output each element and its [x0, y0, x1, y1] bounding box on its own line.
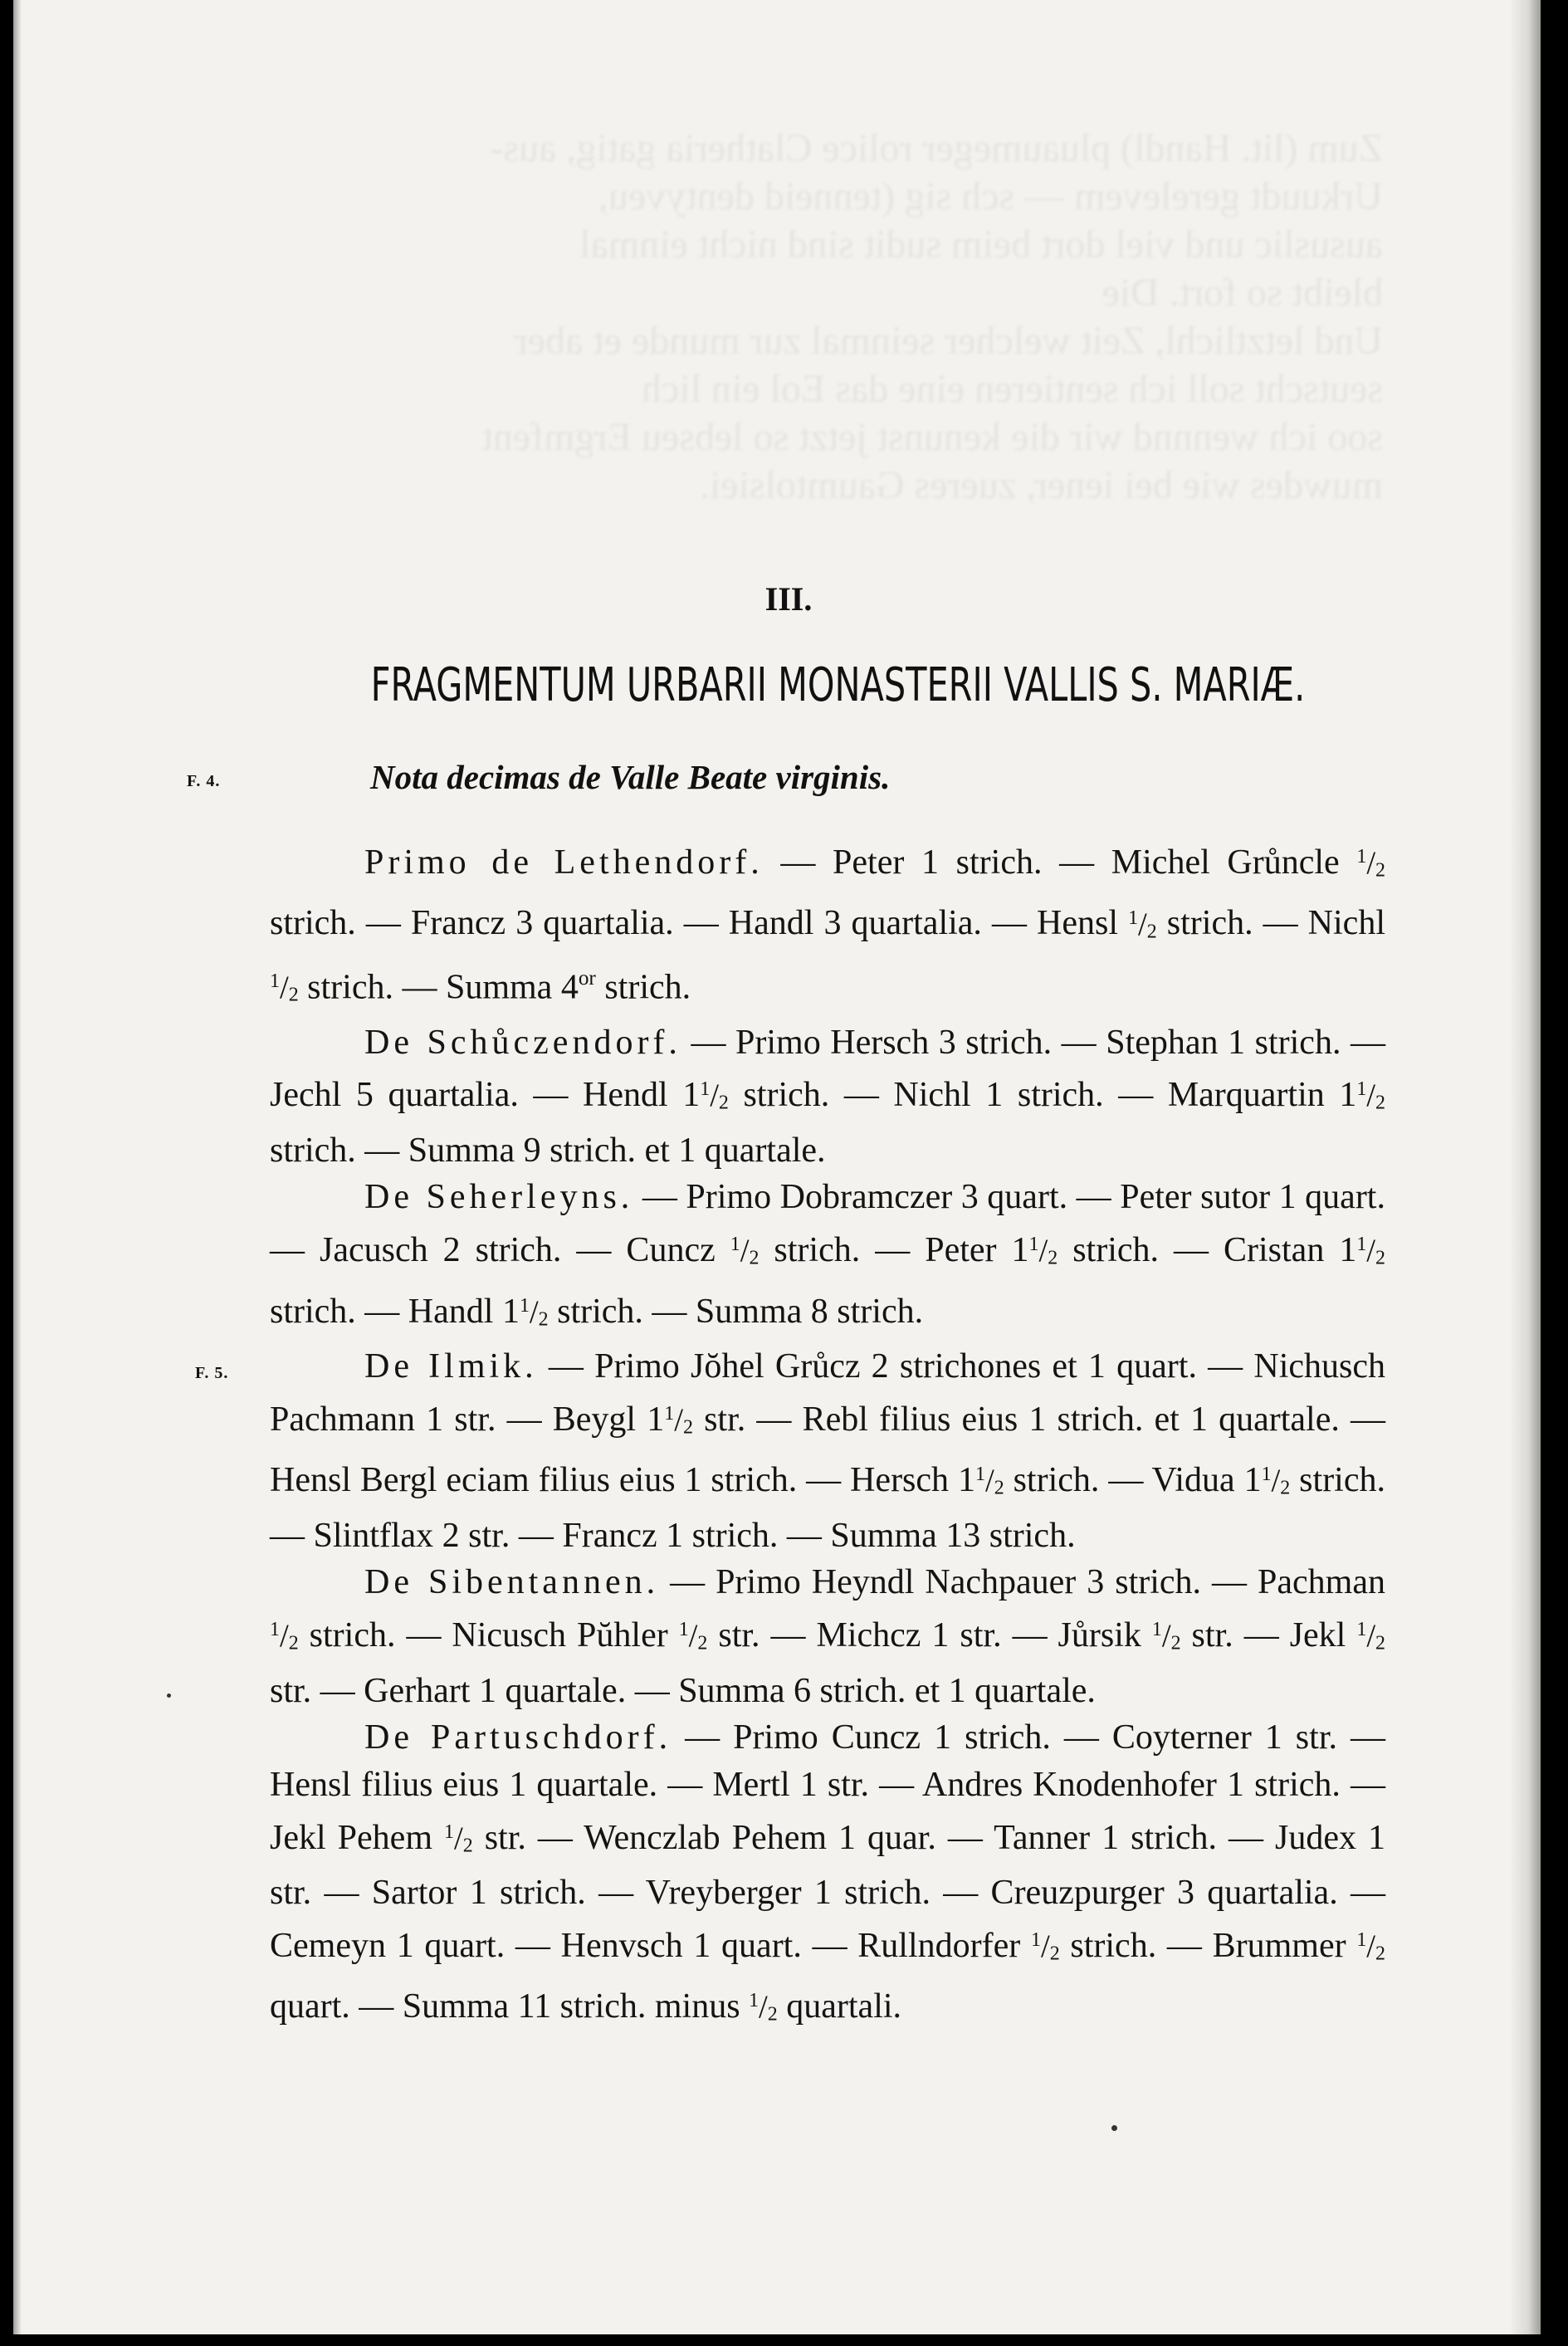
bleed-through-line: seutscht soll ich sentieren eine das Eol ein lich — [641, 367, 1383, 411]
fraction-half: $^1/_2$ — [730, 1234, 760, 1269]
fraction-denominator: 2 — [1048, 1247, 1058, 1269]
fraction-denominator: 2 — [1375, 859, 1386, 882]
entry-text: strich. — Summa 4 — [298, 968, 579, 1007]
place-name: De Schůczendorf. — [364, 1023, 681, 1062]
fraction-denominator: 2 — [682, 1416, 693, 1439]
bleed-through-line: Und letztlichl, Zeit welcher seinmal zur munde et aber — [514, 319, 1383, 363]
place-name: Primo de Lethendorf. — [364, 843, 764, 882]
fraction-denominator: 2 — [288, 1632, 299, 1654]
entry-text: quart. — Summa 11 strich. minus — [270, 1987, 750, 2026]
entry-ilmik — [270, 1343, 1385, 1559]
fraction-half: $^1/_2$ — [700, 1078, 729, 1115]
ink-speck — [1111, 2125, 1117, 2131]
entry-lethendorf — [270, 833, 1385, 1019]
place-name: De Sibentannen. — [364, 1563, 660, 1602]
bleed-through-line: aususlic und viel dort beim sudit sind nicht einmal — [579, 222, 1383, 266]
fraction-half: $^1/_2$ — [1356, 1234, 1385, 1269]
fraction-half: $^1/_2$ — [749, 1990, 778, 2026]
fraction-denominator: 2 — [1049, 1943, 1060, 1965]
entry-text: — Primo Hersch 3 strich. — Stephan 1 strich. — Jechl 5 quartalia. — Hendl 1 — [270, 1023, 1385, 1115]
fraction-half: $^1/_2$ — [519, 1294, 549, 1331]
fraction-numerator: 1 — [1030, 1928, 1041, 1951]
fraction-denominator: 2 — [1375, 1943, 1385, 1965]
fraction-numerator: 1 — [1356, 1078, 1367, 1101]
fraction-half: $^1/_2$ — [678, 1619, 708, 1654]
left-edge-shadow — [13, 0, 22, 2334]
entry-text: str. — Jekl — [1180, 1616, 1357, 1655]
entry-text: strich. — Francz 3 quartalia. — Handl 3 quartalia. — Hensl — [270, 904, 1129, 943]
fraction-half: $^1/_2$ — [1356, 846, 1386, 882]
entry-schuczendorf — [270, 1019, 1385, 1175]
ink-speck — [167, 1694, 171, 1698]
fraction-numerator: 1 — [519, 1294, 530, 1317]
fraction-numerator: 1 — [700, 1078, 711, 1101]
fraction-denominator: 2 — [1375, 1092, 1385, 1115]
entry-text: strich. — Brummer — [1059, 1926, 1357, 1965]
fraction-denominator: 2 — [767, 2003, 778, 2026]
fraction-half: $^1/_2$ — [1128, 907, 1157, 943]
fraction-denominator: 2 — [718, 1092, 729, 1115]
entry-text: str. — Michcz 1 str. — Jůrsik — [707, 1616, 1152, 1655]
urbarium-text — [270, 833, 1385, 2039]
entry-text: quartali. — [777, 1987, 902, 2026]
entry-text: str. — Wenczlab Pehem 1 quar. — Tanner 1 strich. — Judex 1 str. — Sartor 1 strich. — Vreyberger 1 strich. — Creuzpurger 3 quartalia. — Cemeyn 1 quart. — Henvsch 1 quart. — Rullndorfer — [270, 1818, 1386, 1965]
ordinal-suffix: or — [578, 966, 596, 990]
margin-note-f5: F. 5. — [195, 1364, 229, 1382]
fraction-numerator: 1 — [1261, 1464, 1272, 1486]
entry-text: strich. — Summa 9 strich. et 1 quartale. — [270, 1131, 826, 1170]
entry-text: strich. — Handl 1 — [270, 1292, 520, 1331]
entry-text: str. — Gerhart 1 quartale. — Summa 6 strich. et 1 quartale. — [270, 1671, 1096, 1710]
fraction-numerator: 1 — [1356, 1928, 1367, 1951]
fraction-half: $^1/_2$ — [1028, 1234, 1058, 1269]
entry-seherleyns — [270, 1174, 1385, 1343]
fraction-numerator: 1 — [749, 1990, 760, 2012]
fraction-half: $^1/_2$ — [1356, 1078, 1385, 1115]
fraction-half: $^1/_2$ — [1151, 1619, 1181, 1654]
entry-text: — Primo Heyndl Nachpauer 3 strich. — Pachman — [659, 1563, 1385, 1602]
fraction-half: $^1/_2$ — [270, 1619, 299, 1654]
document-title: FRAGMENTUM URBARII MONASTERII VALLIS S. MARIÆ. — [370, 658, 1306, 712]
fraction-half: $^1/_2$ — [1030, 1928, 1060, 1965]
fraction-numerator: 1 — [975, 1464, 985, 1486]
fraction-denominator: 2 — [1375, 1632, 1386, 1654]
fraction-denominator: 2 — [538, 1308, 549, 1331]
section-heading: Nota decimas de Valle Beate virginis. — [370, 758, 891, 796]
entry-text: strich. — Peter 1 — [759, 1231, 1029, 1270]
bleed-through-line: soo ich wennnd wir die kenunst jetzt so lebseu Ergmfent — [481, 415, 1383, 459]
fraction-denominator: 2 — [1170, 1632, 1181, 1654]
entry-text: strich. — [595, 968, 691, 1007]
entry-text: — Peter 1 strich. — Michel Grůncle — [763, 843, 1357, 882]
fraction-numerator: 1 — [664, 1402, 675, 1425]
entry-text: strich. — Summa 8 strich. — [548, 1292, 924, 1331]
fraction-half: $^1/_2$ — [1261, 1464, 1291, 1499]
fraction-numerator: 1 — [1128, 907, 1139, 929]
fraction-numerator: 1 — [678, 1619, 689, 1641]
fraction-denominator: 2 — [1146, 921, 1157, 943]
section-number: III. — [764, 580, 813, 618]
margin-note-f4: F. 4. — [187, 772, 221, 790]
fraction-half: $^1/_2$ — [975, 1464, 1004, 1499]
fraction-numerator: 1 — [1151, 1619, 1162, 1641]
place-name: De Partuschdorf. — [364, 1718, 672, 1757]
fraction-denominator: 2 — [1280, 1477, 1291, 1499]
place-name: De Ilmik. — [364, 1347, 538, 1386]
fraction-numerator: 1 — [444, 1821, 454, 1843]
entry-text: — Primo Cuncz 1 strich. — Coyterner 1 str. — Hensl filius eius 1 quartale. — Mertl 1 str. — Andres Knodenhofer 1 strich. — Jekl Pehem — [270, 1718, 1385, 1857]
fraction-half: $^1/_2$ — [1356, 1928, 1385, 1965]
fraction-denominator: 2 — [749, 1247, 760, 1269]
bleed-through-line: Urkuudt gerelevem — sch sig (tenneid dentyveu, — [598, 174, 1383, 218]
entry-text: strich. — Cristan 1 — [1058, 1231, 1357, 1270]
entry-text: strich. — Slintflax 2 str. — Francz 1 strich. — Summa 13 strich. — [270, 1461, 1385, 1555]
fraction-numerator: 1 — [1356, 1234, 1367, 1256]
place-name: De Seherleyns. — [364, 1178, 634, 1217]
fraction-denominator: 2 — [994, 1477, 1004, 1499]
fraction-half: $^1/_2$ — [1356, 1619, 1386, 1654]
fraction-numerator: 1 — [270, 970, 280, 993]
fraction-denominator: 2 — [697, 1632, 708, 1654]
fraction-half: $^1/_2$ — [444, 1821, 473, 1857]
fraction-numerator: 1 — [730, 1234, 740, 1256]
fraction-numerator: 1 — [1028, 1234, 1039, 1256]
document-title-row — [224, 656, 1355, 716]
bleed-through-text — [262, 125, 1383, 510]
entry-text: — Primo Jŏhel Grůcz 2 strichones et 1 quart. — Nichusch Pachmann 1 str. — Beygl 1 — [270, 1347, 1385, 1439]
fraction-denominator: 2 — [462, 1835, 473, 1857]
entry-partuschdorf — [270, 1714, 1385, 2038]
paper-sheet — [13, 0, 1541, 2334]
fraction-denominator: 2 — [1375, 1247, 1385, 1269]
entry-text: strich. — Nichl — [1156, 904, 1385, 943]
fraction-numerator: 1 — [270, 1619, 280, 1641]
entry-text: strich. — Nichl 1 strich. — Marquartin 1 — [728, 1076, 1357, 1115]
fraction-numerator: 1 — [1356, 1619, 1367, 1641]
entry-text: strich. — Vidua 1 — [1004, 1461, 1262, 1500]
fraction-half: $^1/_2$ — [664, 1402, 693, 1439]
entry-text: str. — Rebl filius eius 1 strich. et 1 quartale. — Hensl Bergl eciam filius eius 1 strich. — Hersch 1 — [270, 1400, 1385, 1500]
bleed-through-line: bleibt so fort. Die — [1102, 271, 1383, 315]
bleed-through-line: Zum (lit. Handl) pluaumeger rolice Clatheria gatig, aus- — [490, 126, 1383, 170]
section-number-row — [13, 579, 1541, 618]
bleed-through-line: muwdes wie bei iener, zueres Gaumtolsiei. — [699, 463, 1383, 507]
fraction-numerator: 1 — [1356, 846, 1367, 868]
entry-text: strich. — Nicusch Pŭhler — [298, 1616, 679, 1655]
entry-sibentannen — [270, 1559, 1385, 1714]
entry-text: — Primo Dobramczer 3 quart. — Peter sutor 1 quart. — Jacusch 2 strich. — Cuncz — [270, 1178, 1385, 1270]
right-edge-shadow — [1509, 0, 1541, 2334]
fraction-half: $^1/_2$ — [270, 970, 299, 1006]
fraction-denominator: 2 — [288, 984, 299, 1006]
